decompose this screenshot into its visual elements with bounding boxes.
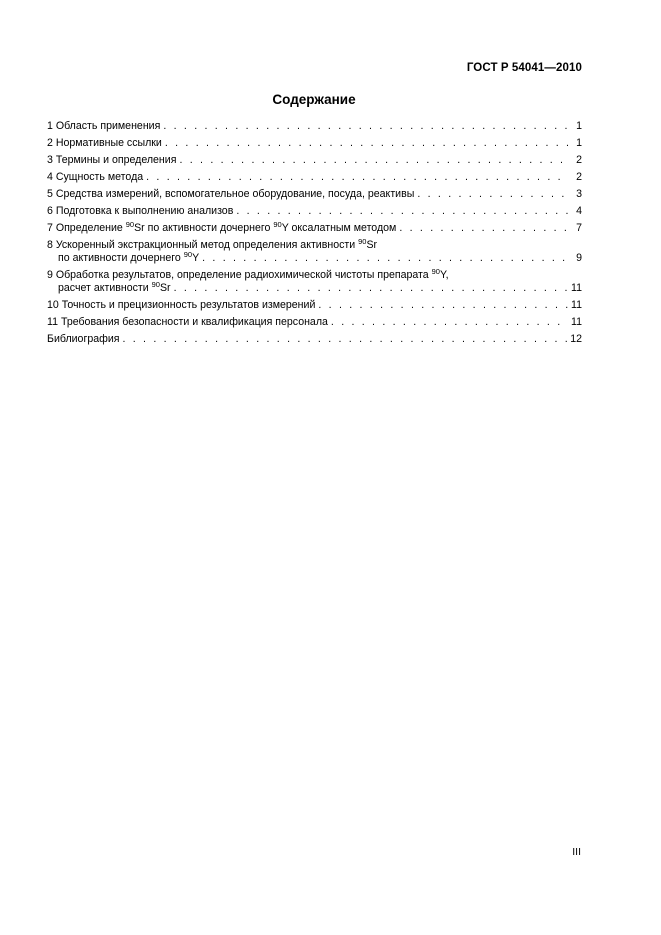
toc-entry[interactable] (47, 171, 582, 184)
toc-entry-page: 2 (576, 171, 582, 183)
isotope-superscript: 90 (183, 250, 193, 259)
isotope-superscript: 90 (125, 220, 135, 229)
toc-entry[interactable] (47, 316, 582, 329)
toc-entry[interactable] (47, 188, 582, 201)
toc-entry-page: 12 (570, 333, 582, 345)
toc-entry[interactable] (47, 239, 582, 265)
text-part: 7 Определение (47, 222, 126, 234)
toc-entry[interactable] (47, 333, 582, 346)
isotope-superscript: 90 (151, 280, 160, 289)
dot-leader (202, 252, 568, 265)
toc-entry-text-continued (58, 252, 199, 265)
text-part: Y, (439, 269, 449, 281)
text-part: Sr по активности дочернего (134, 222, 274, 234)
toc-entry[interactable] (47, 222, 582, 235)
toc-entry-text: 11 Требования безопасности и квалификация персонала (47, 316, 328, 328)
toc-entry-text: 1 Область применения (47, 120, 161, 132)
toc-entry-page: 9 (576, 252, 582, 264)
toc-entry[interactable] (47, 299, 582, 312)
dot-leader (163, 120, 568, 133)
dot-leader (318, 299, 568, 312)
toc-entry[interactable] (47, 269, 582, 295)
toc-entry-text-continued (58, 282, 171, 295)
toc-entry-page: 7 (576, 222, 582, 234)
text-part: 9 Обработка результатов, определение радиохимической чистоты препарата (47, 269, 432, 281)
dot-leader (174, 282, 568, 295)
toc-entry-text: 3 Термины и определения (47, 154, 177, 166)
toc-entry[interactable] (47, 120, 582, 133)
dot-leader (399, 222, 568, 235)
toc-entry-text: Библиография (47, 333, 120, 345)
toc-entry-page: 11 (571, 299, 582, 311)
toc-entry-text: 2 Нормативные ссылки (47, 137, 162, 149)
toc-entry-text: 5 Средства измерений, вспомогательное оборудование, посуда, реактивы (47, 188, 415, 200)
dot-leader (179, 154, 568, 167)
text-part: Sr (366, 239, 378, 251)
dot-leader (417, 188, 568, 201)
document-code: ГОСТ Р 54041—2010 (466, 62, 582, 74)
text-part: расчет активности (58, 282, 152, 294)
toc-entry-page: 1 (576, 120, 582, 132)
toc-entry-text (47, 222, 396, 235)
dot-leader (236, 205, 568, 218)
toc-entry[interactable] (47, 205, 582, 218)
toc-entry-text: 10 Точность и прецизионность результатов измерений (47, 299, 316, 311)
toc-entry-page: 4 (576, 205, 582, 217)
toc-title: Содержание (272, 92, 356, 107)
text-part: Y (192, 252, 200, 264)
toc-entry-text (47, 269, 449, 282)
text-part: 8 Ускоренный экстракционный метод определения активности (47, 239, 359, 251)
toc-entry-text: 6 Подготовка к выполнению анализов (47, 205, 234, 217)
dot-leader (122, 333, 567, 346)
toc-entry[interactable] (47, 154, 582, 167)
table-of-contents (47, 120, 582, 350)
dot-leader (165, 137, 568, 150)
toc-entry[interactable] (47, 137, 582, 150)
toc-entry-text: 4 Сущность метода (47, 171, 144, 183)
text-part: Y оксалатным методом (281, 222, 397, 234)
isotope-superscript: 90 (431, 267, 440, 276)
page-number: III (572, 846, 581, 858)
toc-entry-page: 11 (571, 316, 582, 328)
text-part: по активности дочернего (58, 252, 184, 264)
toc-entry-page: 11 (571, 282, 582, 294)
text-part: Sr (159, 282, 171, 294)
toc-entry-text (47, 239, 377, 252)
isotope-superscript: 90 (358, 237, 367, 246)
toc-entry-page: 3 (576, 188, 582, 200)
dot-leader (146, 171, 568, 184)
isotope-superscript: 90 (273, 220, 282, 229)
toc-entry-page: 2 (576, 154, 582, 166)
dot-leader (331, 316, 568, 329)
toc-entry-page: 1 (576, 137, 582, 149)
